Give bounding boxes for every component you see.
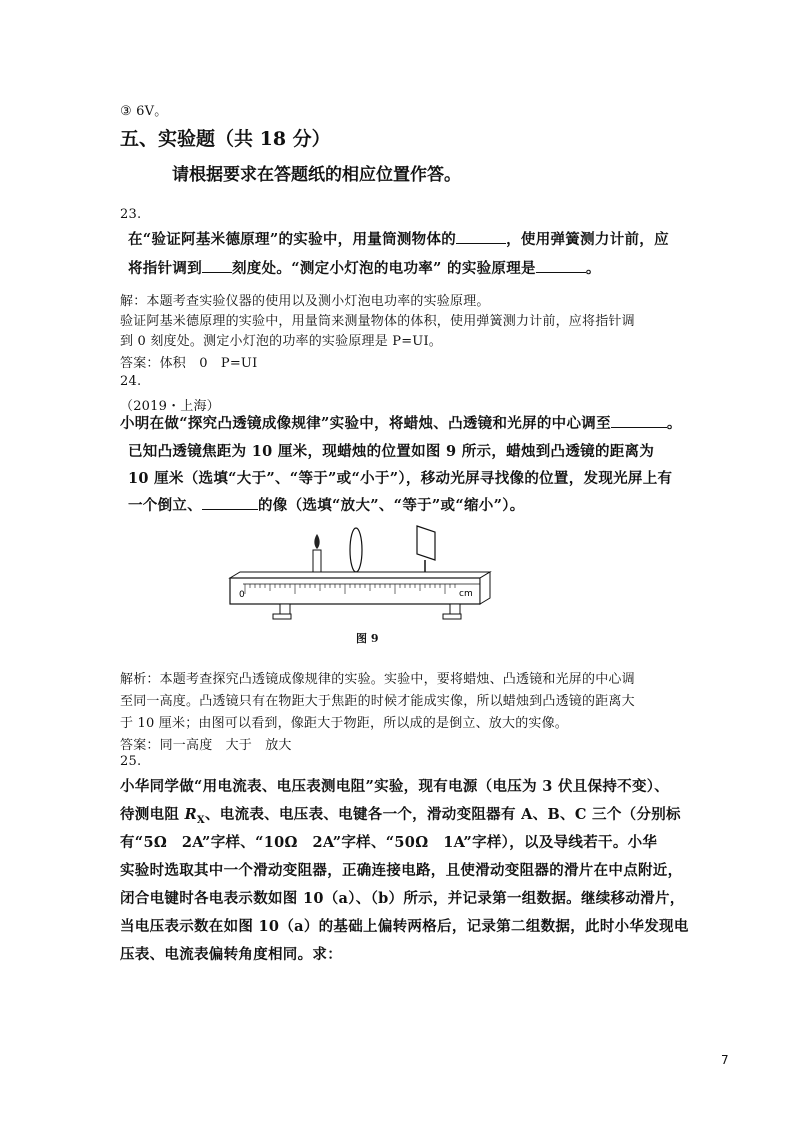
- scale-unit-label: cm: [459, 589, 473, 599]
- q23-stem-line2: [128, 257, 601, 278]
- q24-analysis-line: 解析：本题考查探究凸透镜成像规律的实验。实验中，要将蜡烛、凸透镜和光屏的中心调: [120, 672, 635, 687]
- figure-9-optical-bench: [225, 522, 495, 647]
- resistor-symbol: R: [184, 806, 197, 823]
- q23-number: 23.: [120, 207, 142, 222]
- q24-number: 24.: [120, 374, 142, 389]
- answer-blank: [202, 259, 232, 273]
- q25-line: [120, 803, 681, 826]
- q24-source: （2019・上海）: [120, 399, 220, 414]
- q24-analysis-line: 至同一高度。凸透镜只有在物距大于焦距的时候才能成实像，所以蜡烛到凸透镜的距离大: [120, 694, 635, 709]
- previous-answer: ③ 6V。: [120, 104, 168, 119]
- q24-stem-line1: [120, 412, 682, 433]
- q24-stem-line2: 已知凸透镜焦距为 10 厘米，现蜡烛的位置如图 9 所示，蜡烛到凸透镜的距离为: [128, 443, 655, 460]
- q25-line: 有“5Ω 2A”字样、“10Ω 2A”字样、“50Ω 1A”字样），以及导线若干。小华: [120, 834, 658, 851]
- q25-line: 小华同学做“用电流表、电压表测电阻”实验，现有电源（电压为 3 伏且保持不变）、: [120, 778, 670, 795]
- q25-line: 压表、电流表偏转角度相同。求：: [120, 946, 342, 963]
- page-number: 7: [721, 1053, 729, 1067]
- q24-stem-text: 的像（选填“放大”、“等于”或“缩小”）。: [258, 497, 525, 514]
- q23-stem-text: 刻度处。“测定小灯泡的电功率” 的实验原理是: [232, 260, 536, 277]
- answer-blank: [202, 496, 258, 510]
- q25-line: 当电压表示数在如图 10（a）的基础上偏转两格后，记录第二组数据，此时小华发现电: [120, 918, 689, 935]
- q25-text: 待测电阻: [120, 806, 185, 823]
- q23-stem-text: 在“验证阿基米德原理”的实验中，用量筒测物体的: [128, 231, 457, 248]
- q25-text: 、电流表、电压表、电键各一个，滑动变阻器有 A、B、C 三个（分别标: [204, 806, 681, 823]
- figure-caption: 图 9: [356, 632, 379, 645]
- q24-stem-line3: 10 厘米（选填“大于”、“等于”或“小于”），移动光屏寻找像的位置，发现光屏上有: [128, 470, 673, 487]
- q23-stem-text: 。: [585, 260, 601, 277]
- q24-stem-line4: [128, 494, 525, 515]
- answer-blank: [611, 414, 667, 428]
- q23-analysis-line: 解：本题考查实验仪器的使用以及测小灯泡电功率的实验原理。: [120, 294, 490, 309]
- scale-zero-label: 0: [239, 590, 245, 600]
- answer-blank: [456, 230, 506, 244]
- q24-analysis-line: 于 10 厘米；由图可以看到，像距大于物距，所以成的是倒立、放大的实像。: [120, 716, 569, 731]
- q25-line: 闭合电键时各电表示数如图 10（a）、（b）所示，并记录第一组数据。继续移动滑片，: [120, 890, 685, 907]
- q24-answer: 答案：同一高度 大于 放大: [120, 738, 292, 753]
- q23-stem-line1: [128, 228, 669, 249]
- q25-line: 实验时选取其中一个滑动变阻器，正确连接电路，且使滑动变阻器的滑片在中点附近，: [120, 862, 683, 879]
- resistor-subscript: X: [196, 814, 205, 826]
- section-heading: 五、实验题（共 18 分）: [120, 128, 331, 150]
- q23-stem-text: 将指针调到: [128, 260, 202, 277]
- q24-stem-text: 小明在做“探究凸透镜成像规律”实验中，将蜡烛、凸透镜和光屏的中心调至: [120, 415, 611, 432]
- answer-blank: [536, 259, 586, 273]
- instruction-text: 请根据要求在答题纸的相应位置作答。: [172, 165, 461, 185]
- q23-analysis-line: 验证阿基米德原理的实验中，用量筒来测量物体的体积，使用弹簧测力计前，应将指针调: [120, 314, 635, 329]
- optical-bench: [230, 572, 490, 619]
- q24-stem-text: 一个倒立、: [128, 497, 202, 514]
- q24-stem-text: 。: [666, 415, 682, 432]
- q25-number: 25.: [120, 754, 142, 769]
- q23-answer: 答案：体积 0 P=UI: [120, 356, 258, 371]
- q23-analysis-line: 到 0 刻度处。测定小灯泡的功率的实验原理是 P=UI。: [120, 334, 442, 349]
- q23-stem-text: ，使用弹簧测力计前，应: [506, 231, 669, 248]
